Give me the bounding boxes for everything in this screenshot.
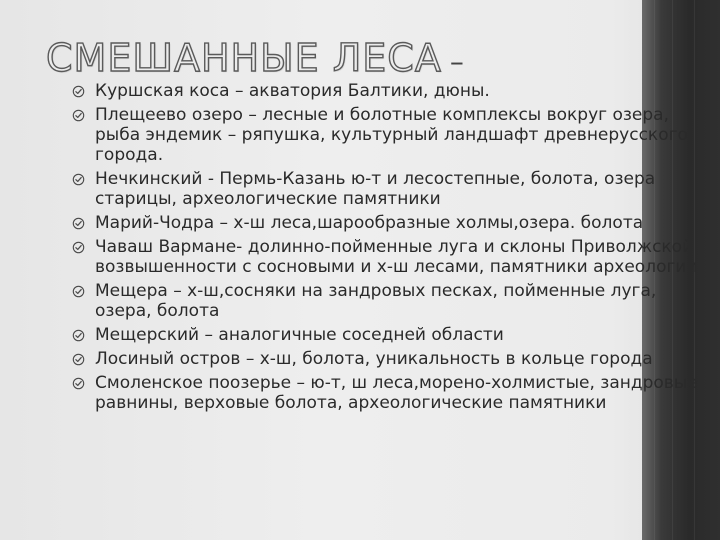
slide-title-row xyxy=(46,36,464,80)
circled-check-icon xyxy=(72,353,85,366)
list-item xyxy=(70,213,700,233)
circled-check-icon xyxy=(72,377,85,390)
title-dash: – xyxy=(449,45,464,78)
circled-check-icon xyxy=(72,109,85,122)
slide-title: СМЕШАННЫЕ ЛЕСА xyxy=(46,36,442,80)
list-item xyxy=(70,237,700,277)
circled-check-icon xyxy=(72,241,85,254)
list-item xyxy=(70,169,700,209)
list-item-text: Куршская коса – акватория Балтики, дюны. xyxy=(95,81,490,101)
list-item xyxy=(70,325,700,345)
list-item xyxy=(70,81,700,101)
circled-check-icon xyxy=(72,217,85,230)
circled-check-icon xyxy=(72,329,85,342)
list-item-text: Мещерский – аналогичные соседней области xyxy=(95,325,504,345)
circled-check-icon xyxy=(72,173,85,186)
list-item xyxy=(70,105,700,165)
list-item-text: Плещеево озеро – лесные и болотные комплексы вокруг озера, рыба эндемик – ряпушка, культурный ландшафт древнерусского города. xyxy=(95,105,688,165)
list-item-text: Нечкинский - Пермь-Казань ю-т и лесостепные, болота, озера старицы, археологические памятники xyxy=(95,169,656,209)
bullet-list xyxy=(70,81,700,417)
list-item xyxy=(70,281,700,321)
list-item xyxy=(70,349,700,369)
list-item-text: Марий-Чодра – х-ш леса,шарообразные холмы,озера. болота xyxy=(95,213,644,233)
list-item-text: Мещера – х-ш,сосняки на зандровых песках, пойменные луга, озера, болота xyxy=(95,281,657,321)
list-item xyxy=(70,373,700,413)
list-item-text: Лосиный остров – х-ш, болота, уникальность в кольце города xyxy=(95,349,653,369)
circled-check-icon xyxy=(72,85,85,98)
list-item-text: Смоленское поозерье – ю-т, ш леса,морено-холмистые, зандровые равнины, верховые болота, археологические памятники xyxy=(95,373,698,413)
circled-check-icon xyxy=(72,285,85,298)
list-item-text: Чаваш Вармане- долинно-пойменные луга и склоны Приволжской возвышенности с сосновыми и х-ш лесами, памятники археологии xyxy=(95,237,698,277)
